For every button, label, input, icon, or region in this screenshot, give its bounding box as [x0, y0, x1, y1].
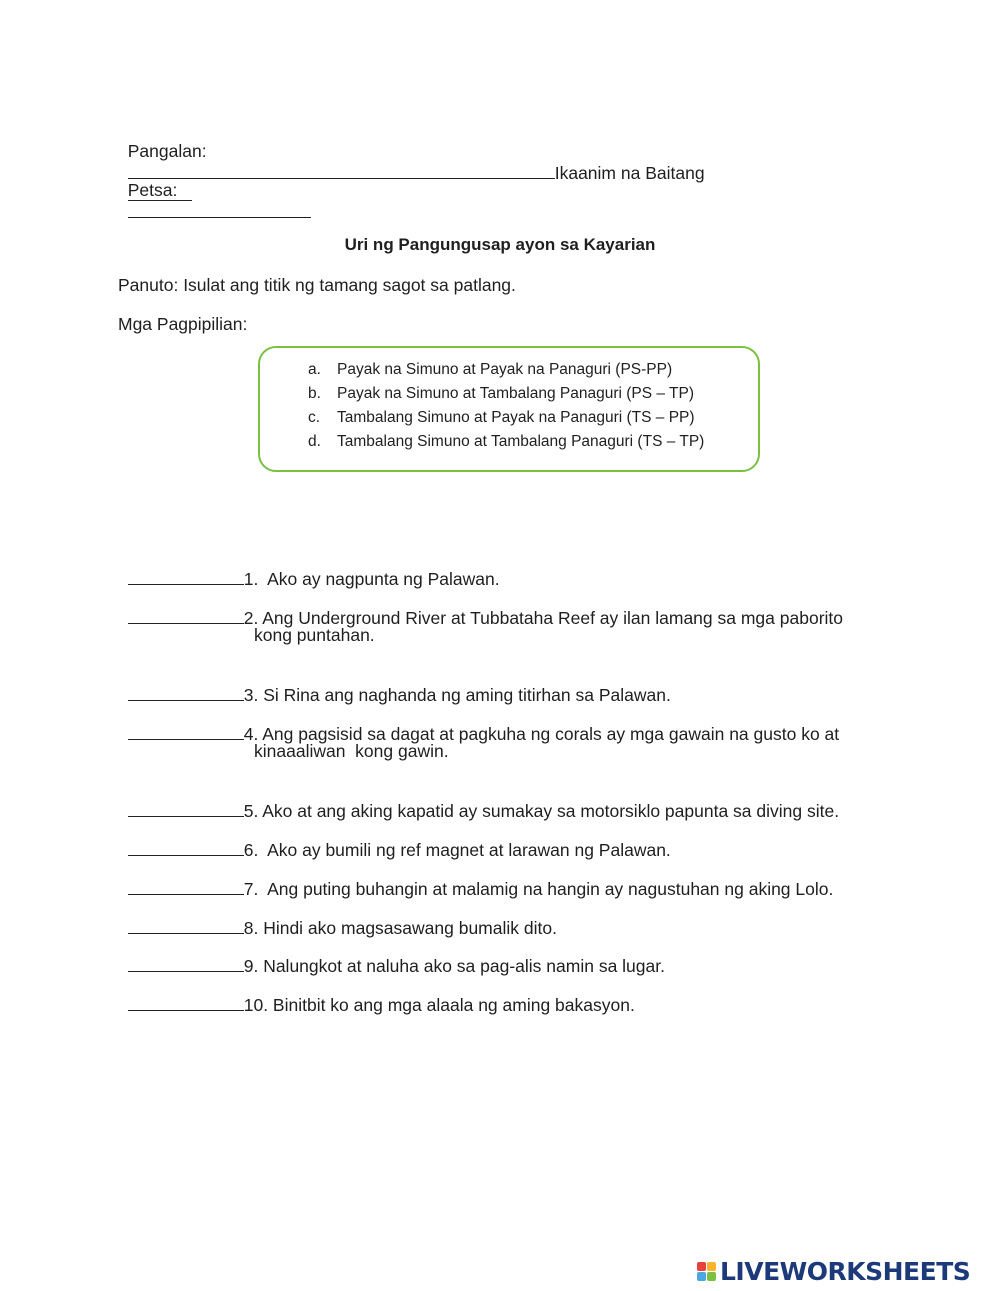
answer-blank-4[interactable] — [128, 724, 244, 740]
question-5: 5. Ako at ang aking kapatid ay sumakay sa motorsiklo papunta sa diving site. — [118, 778, 839, 822]
question-4: 4. Ang pagsisid sa dagat at pagkuha ng corals ay mga gawain na gusto ko at — [118, 701, 839, 745]
answer-blank-6[interactable] — [128, 840, 244, 856]
question-2-continuation: kong puntahan. — [254, 625, 375, 645]
choice-c: c. Tambalang Simuno at Payak na Panaguri (TS – PP) — [308, 409, 695, 426]
answer-blank-10[interactable] — [128, 995, 244, 1011]
answer-blank-8[interactable] — [128, 918, 244, 934]
worksheet-title: Uri ng Pangungusap ayon sa Kayarian — [344, 235, 656, 254]
name-label: Pangalan: — [127, 141, 207, 161]
question-10: 10. Binitbit ko ang mga alaala ng aming bakasyon. — [118, 972, 635, 1016]
grade-label: Ikaanim na Baitang — [554, 163, 705, 183]
question-1: 1. Ako ay nagpunta ng Palawan. — [118, 546, 500, 590]
choice-a: a. Payak na Simuno at Payak na Panaguri (PS-PP) — [308, 361, 673, 378]
answer-blank-9[interactable] — [128, 956, 244, 972]
question-2: 2. Ang Underground River at Tubbataha Reef ay ilan lamang sa mga paborito — [118, 585, 843, 629]
answer-blank-1[interactable] — [128, 569, 244, 585]
question-3: 3. Si Rina ang naghanda ng aming titirhan sa Palawan. — [118, 662, 671, 706]
question-7: 7. Ang puting buhangin at malamig na hangin ay nagustuhan ng aking Lolo. — [118, 856, 833, 900]
logo-text: LIVEWORKSHEETS — [720, 1256, 971, 1286]
answer-blank-5[interactable] — [128, 801, 244, 817]
date-field[interactable] — [128, 201, 311, 218]
logo-blocks-icon — [697, 1262, 716, 1281]
question-6: 6. Ako ay bumili ng ref magnet at larawan ng Palawan. — [118, 817, 671, 861]
question-9: 9. Nalungkot at naluha ako sa pag-alis namin sa lugar. — [118, 933, 665, 977]
answer-blank-7[interactable] — [128, 879, 244, 895]
answer-blank-3[interactable] — [128, 685, 244, 701]
answer-blank-2[interactable] — [128, 608, 244, 624]
choices-box — [258, 346, 760, 472]
date-label: Petsa: — [127, 180, 178, 200]
choices-label: Mga Pagpipilian: — [118, 314, 248, 334]
liveworksheets-logo — [697, 1256, 970, 1286]
question-8: 8. Hindi ako magsasawang bumalik dito. — [118, 895, 557, 939]
question-4-continuation: kinaaaliwan kong gawin. — [254, 741, 449, 761]
date-row — [118, 157, 311, 223]
choice-b: b. Payak na Simuno at Tambalang Panaguri (PS – TP) — [308, 385, 694, 402]
choice-d: d. Tambalang Simuno at Tambalang Panaguri (TS – TP) — [308, 433, 705, 450]
instructions: Panuto: Isulat ang titik ng tamang sagot sa patlang. — [118, 275, 516, 295]
